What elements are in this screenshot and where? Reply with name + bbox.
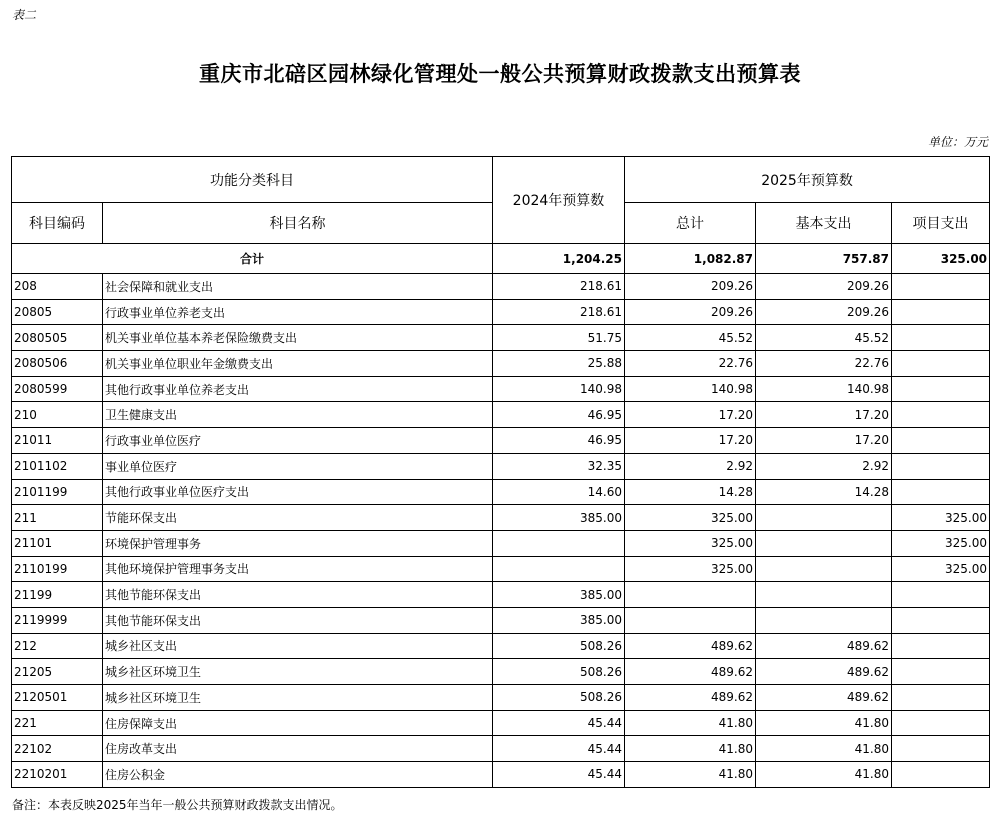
table-row xyxy=(12,659,990,685)
total-label: 合计 xyxy=(12,244,493,274)
row-basic xyxy=(756,582,892,608)
row-b2024: 385.00 xyxy=(493,582,625,608)
row-name: 其他节能环保支出 xyxy=(103,582,493,608)
row-b2024: 385.00 xyxy=(493,505,625,531)
row-b2024 xyxy=(493,556,625,582)
row-code: 21101 xyxy=(12,530,103,556)
row-code: 2119999 xyxy=(12,607,103,633)
table-row xyxy=(12,633,990,659)
row-basic xyxy=(756,556,892,582)
table-row xyxy=(12,351,990,377)
row-name: 机关事业单位职业年金缴费支出 xyxy=(103,351,493,377)
row-basic xyxy=(756,505,892,531)
table-row xyxy=(12,762,990,788)
header-row-top xyxy=(12,157,990,203)
row-basic: 41.80 xyxy=(756,710,892,736)
table-row xyxy=(12,325,990,351)
row-code: 2080599 xyxy=(12,376,103,402)
row-name: 事业单位医疗 xyxy=(103,453,493,479)
row-code: 211 xyxy=(12,505,103,531)
row-total: 325.00 xyxy=(625,556,756,582)
row-b2024 xyxy=(493,530,625,556)
row-b2024: 14.60 xyxy=(493,479,625,505)
row-project xyxy=(892,402,990,428)
row-basic: 14.28 xyxy=(756,479,892,505)
total-project: 325.00 xyxy=(892,244,990,274)
table-row xyxy=(12,607,990,633)
row-project xyxy=(892,659,990,685)
row-b2024: 45.44 xyxy=(493,762,625,788)
header-project: 项目支出 xyxy=(892,203,990,244)
unit-label: 单位：万元 xyxy=(927,135,988,149)
row-total: 140.98 xyxy=(625,376,756,402)
row-total: 41.80 xyxy=(625,736,756,762)
row-project xyxy=(892,479,990,505)
total-b2024: 1,204.25 xyxy=(493,244,625,274)
page-title: 重庆市北碚区园林绿化管理处一般公共预算财政拨款支出预算表 xyxy=(199,61,801,86)
row-project xyxy=(892,582,990,608)
row-project xyxy=(892,325,990,351)
row-code: 212 xyxy=(12,633,103,659)
row-project xyxy=(892,685,990,711)
row-project xyxy=(892,376,990,402)
row-total xyxy=(625,607,756,633)
row-name: 住房改革支出 xyxy=(103,736,493,762)
row-b2024: 508.26 xyxy=(493,685,625,711)
table-row xyxy=(12,556,990,582)
row-total: 2.92 xyxy=(625,453,756,479)
row-code: 2110199 xyxy=(12,556,103,582)
table-row xyxy=(12,299,990,325)
row-b2024: 45.44 xyxy=(493,710,625,736)
row-basic: 22.76 xyxy=(756,351,892,377)
row-project xyxy=(892,710,990,736)
row-project: 325.00 xyxy=(892,556,990,582)
row-name: 城乡社区支出 xyxy=(103,633,493,659)
header-basic: 基本支出 xyxy=(756,203,892,244)
row-project: 325.00 xyxy=(892,505,990,531)
row-code: 221 xyxy=(12,710,103,736)
row-code: 2080506 xyxy=(12,351,103,377)
row-b2024: 508.26 xyxy=(493,633,625,659)
row-project: 325.00 xyxy=(892,530,990,556)
row-total: 325.00 xyxy=(625,530,756,556)
table-row xyxy=(12,530,990,556)
row-name: 住房公积金 xyxy=(103,762,493,788)
row-total: 41.80 xyxy=(625,710,756,736)
row-basic: 209.26 xyxy=(756,299,892,325)
row-basic: 140.98 xyxy=(756,376,892,402)
row-basic: 41.80 xyxy=(756,762,892,788)
row-code: 2101102 xyxy=(12,453,103,479)
row-b2024: 45.44 xyxy=(493,736,625,762)
total-total: 1,082.87 xyxy=(625,244,756,274)
table-row xyxy=(12,453,990,479)
row-total: 22.76 xyxy=(625,351,756,377)
row-b2024: 140.98 xyxy=(493,376,625,402)
row-project xyxy=(892,453,990,479)
row-code: 21199 xyxy=(12,582,103,608)
row-name: 社会保障和就业支出 xyxy=(103,274,493,300)
row-code: 2120501 xyxy=(12,685,103,711)
row-project xyxy=(892,428,990,454)
row-project xyxy=(892,736,990,762)
row-name: 其他节能环保支出 xyxy=(103,607,493,633)
budget-table xyxy=(11,156,990,788)
row-code: 22102 xyxy=(12,736,103,762)
row-b2024: 46.95 xyxy=(493,402,625,428)
row-basic: 45.52 xyxy=(756,325,892,351)
table-label: 表二 xyxy=(12,8,37,22)
table-row xyxy=(12,685,990,711)
footnote: 备注：本表反映2025年当年一般公共预算财政拨款支出情况。 xyxy=(12,798,343,812)
row-code: 210 xyxy=(12,402,103,428)
header-code: 科目编码 xyxy=(12,203,103,244)
row-project xyxy=(892,633,990,659)
row-total xyxy=(625,582,756,608)
header-budget-2024: 2024年预算数 xyxy=(493,157,625,244)
row-b2024: 46.95 xyxy=(493,428,625,454)
row-name: 其他行政事业单位医疗支出 xyxy=(103,479,493,505)
row-code: 2080505 xyxy=(12,325,103,351)
row-basic: 489.62 xyxy=(756,633,892,659)
row-code: 2210201 xyxy=(12,762,103,788)
row-total: 41.80 xyxy=(625,762,756,788)
table-row xyxy=(12,376,990,402)
row-code: 21011 xyxy=(12,428,103,454)
total-row xyxy=(12,244,990,274)
table-row xyxy=(12,479,990,505)
row-name: 机关事业单位基本养老保险缴费支出 xyxy=(103,325,493,351)
row-total: 17.20 xyxy=(625,402,756,428)
header-functional-category: 功能分类科目 xyxy=(12,157,493,203)
row-name: 城乡社区环境卫生 xyxy=(103,659,493,685)
row-total: 209.26 xyxy=(625,299,756,325)
row-total: 489.62 xyxy=(625,685,756,711)
table-row xyxy=(12,505,990,531)
row-name: 节能环保支出 xyxy=(103,505,493,531)
row-total: 489.62 xyxy=(625,633,756,659)
table-row xyxy=(12,710,990,736)
header-total: 总计 xyxy=(625,203,756,244)
row-total: 17.20 xyxy=(625,428,756,454)
row-b2024: 218.61 xyxy=(493,299,625,325)
row-name: 其他环境保护管理事务支出 xyxy=(103,556,493,582)
row-basic: 41.80 xyxy=(756,736,892,762)
row-b2024: 51.75 xyxy=(493,325,625,351)
row-total: 45.52 xyxy=(625,325,756,351)
row-total: 209.26 xyxy=(625,274,756,300)
row-name: 行政事业单位医疗 xyxy=(103,428,493,454)
row-basic: 17.20 xyxy=(756,402,892,428)
row-code: 20805 xyxy=(12,299,103,325)
row-name: 住房保障支出 xyxy=(103,710,493,736)
row-project xyxy=(892,351,990,377)
table-row xyxy=(12,402,990,428)
row-code: 21205 xyxy=(12,659,103,685)
row-total: 14.28 xyxy=(625,479,756,505)
table-row xyxy=(12,428,990,454)
row-code: 2101199 xyxy=(12,479,103,505)
table-row xyxy=(12,582,990,608)
row-total: 325.00 xyxy=(625,505,756,531)
header-budget-2025: 2025年预算数 xyxy=(625,157,990,203)
row-name: 卫生健康支出 xyxy=(103,402,493,428)
row-project xyxy=(892,762,990,788)
row-b2024: 25.88 xyxy=(493,351,625,377)
table-row xyxy=(12,736,990,762)
row-name: 环境保护管理事务 xyxy=(103,530,493,556)
row-total: 489.62 xyxy=(625,659,756,685)
row-name: 城乡社区环境卫生 xyxy=(103,685,493,711)
row-name: 行政事业单位养老支出 xyxy=(103,299,493,325)
header-name: 科目名称 xyxy=(103,203,493,244)
row-basic: 2.92 xyxy=(756,453,892,479)
total-basic: 757.87 xyxy=(756,244,892,274)
row-project xyxy=(892,274,990,300)
row-basic: 17.20 xyxy=(756,428,892,454)
row-b2024: 508.26 xyxy=(493,659,625,685)
row-b2024: 218.61 xyxy=(493,274,625,300)
row-basic xyxy=(756,530,892,556)
row-basic: 489.62 xyxy=(756,659,892,685)
row-basic xyxy=(756,607,892,633)
row-basic: 209.26 xyxy=(756,274,892,300)
row-basic: 489.62 xyxy=(756,685,892,711)
row-b2024: 32.35 xyxy=(493,453,625,479)
row-b2024: 385.00 xyxy=(493,607,625,633)
row-project xyxy=(892,299,990,325)
row-name: 其他行政事业单位养老支出 xyxy=(103,376,493,402)
table-row xyxy=(12,274,990,300)
row-project xyxy=(892,607,990,633)
row-code: 208 xyxy=(12,274,103,300)
